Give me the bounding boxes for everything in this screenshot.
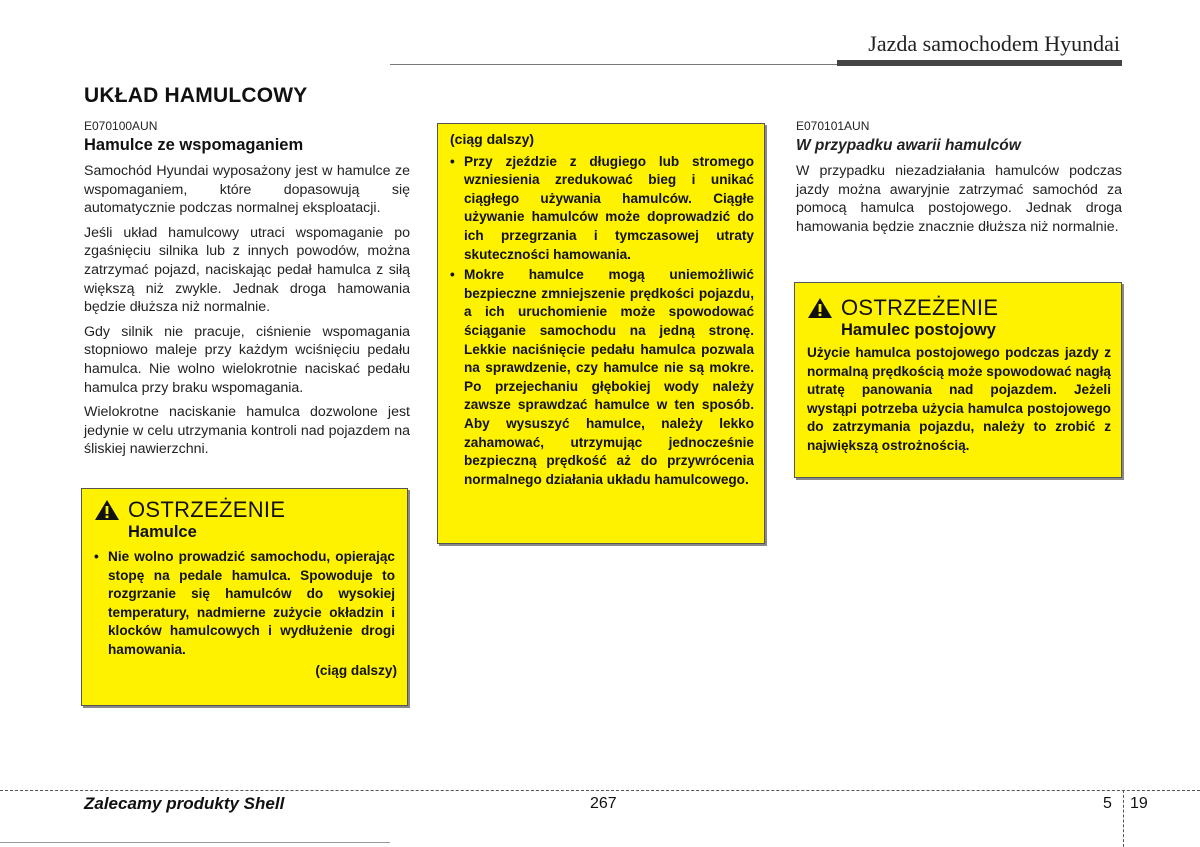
footer-divider bbox=[0, 790, 1200, 791]
warning-text: Użycie hamulca postojowego podczas jazdy z normalną prędkością może spowodować nagłą utratę panowania nad pojazdem. Jeżeli wystąpi potrzeba użycia hamulca postojowego do zatrzymania pojazdu, należy to zrobić z największą ostrożnością. bbox=[807, 345, 1111, 453]
warning-subtitle: Hamulec postojowy bbox=[841, 321, 996, 339]
warning-box-continued bbox=[437, 123, 765, 544]
section-code: E070100AUN bbox=[84, 119, 158, 133]
chapter-page-number: 19 bbox=[1130, 795, 1148, 812]
continued-label: (ciąg dalszy) bbox=[450, 131, 535, 147]
subsection-heading: Hamulce ze wspomaganiem bbox=[84, 136, 304, 154]
warning-list bbox=[94, 548, 397, 660]
page-number-total: 267 bbox=[590, 795, 617, 812]
section-code: E070101AUN bbox=[796, 119, 870, 133]
warning-title: OSTRZEŻENIE bbox=[128, 497, 286, 522]
header-title: Jazda samochodem Hyundai bbox=[868, 31, 1120, 56]
subsection-heading: W przypadku awarii hamulców bbox=[796, 137, 1021, 154]
header-rule-thick bbox=[837, 60, 1122, 66]
warning-list bbox=[450, 153, 754, 490]
warning-header bbox=[807, 295, 1111, 321]
section-title: UKŁAD HAMULCOWY bbox=[84, 84, 308, 107]
continued-label: (ciąg dalszy) bbox=[315, 662, 397, 678]
warning-box-parking-brake bbox=[794, 282, 1122, 478]
warning-header bbox=[94, 497, 397, 523]
paragraph: Jeśli układ hamulcowy utraci wspomaganie po zgaśnięciu silnika lub z innych powodów, można zatrzymać pojazd, naciskając pedał hamulca z siłą większą niż zwykle. Jednak droga hamowania będzie dłuższa niż normalnie. bbox=[84, 224, 410, 316]
body-text bbox=[84, 162, 410, 465]
warning-triangle-icon bbox=[94, 499, 120, 521]
paragraph: Samochód Hyundai wyposażony jest w hamulce ze wspomaganiem, które dopasowują się automatycznie podczas normalnej eksploatacji. bbox=[84, 163, 410, 217]
footer-slogan: Zalecamy produkty Shell bbox=[84, 794, 285, 813]
body-text bbox=[796, 162, 1122, 242]
warning-subtitle: Hamulce bbox=[128, 523, 197, 541]
warning-triangle-icon bbox=[807, 297, 833, 319]
warning-item: • Nie wolno prowadzić samochodu, opierając stopę na pedale hamulca. Spowoduje to rozgrzanie się hamulców do wysokiej temperatury, nadmierne zużycie okładzin i klocków hamulcowych i wydłużenie drogi hamowania. bbox=[94, 548, 395, 660]
warning-item: • Mokre hamulce mogą uniemożliwić bezpieczne zmniejszenie prędkości pojazdu, a ich uruchomienie może spowodować ściąganie samochodu na jedną stronę. Lekkie naciśnięcie pedału hamulca pozwala na sprawdzenie, czy hamulce nie są mokre. Po przejechaniu głębokiej wody należy zawsze sprawdzać hamulce w ten sposób. Aby wysuszyć hamulce, należy lekko zahamować, utrzymując jednocześnie bezpieczną prędkość aż do przywrócenia normalnego działania układu hamulcowego. bbox=[450, 266, 754, 489]
warning-box-brakes bbox=[81, 488, 408, 706]
footer-page-divider bbox=[1123, 790, 1124, 847]
header-rule bbox=[390, 64, 837, 65]
chapter-number: 5 bbox=[1103, 795, 1112, 812]
paragraph: Gdy silnik nie pracuje, ciśnienie wspomagania stopniowo maleje przy każdym wciśnięciu pedału hamulca. Nie wolno wielokrotnie naciskać pedału hamulca przy braku wspomagania. bbox=[84, 323, 410, 396]
warning-title: OSTRZEŻENIE bbox=[841, 295, 999, 320]
paragraph: W przypadku niezadziałania hamulców podczas jazdy można awaryjnie zatrzymać samochód za pomocą hamulca postojowego. Jednak droga hamowania będzie znacznie dłuższa niż normalnie. bbox=[796, 163, 1122, 235]
paragraph: Wielokrotne naciskanie hamulca dozwolone jest jedynie w celu utrzymania kontroli nad pojazdem na śliskiej nawierzchni. bbox=[84, 404, 410, 458]
warning-item: • Przy zjeździe z długiego lub stromego wzniesienia zredukować bieg i unikać ciągłego używania hamulców. Ciągłe używanie hamulców może doprowadzić do ich przegrzania i tymczasowej utraty skuteczności hamowania. bbox=[450, 153, 754, 265]
bottom-rule bbox=[0, 842, 390, 843]
